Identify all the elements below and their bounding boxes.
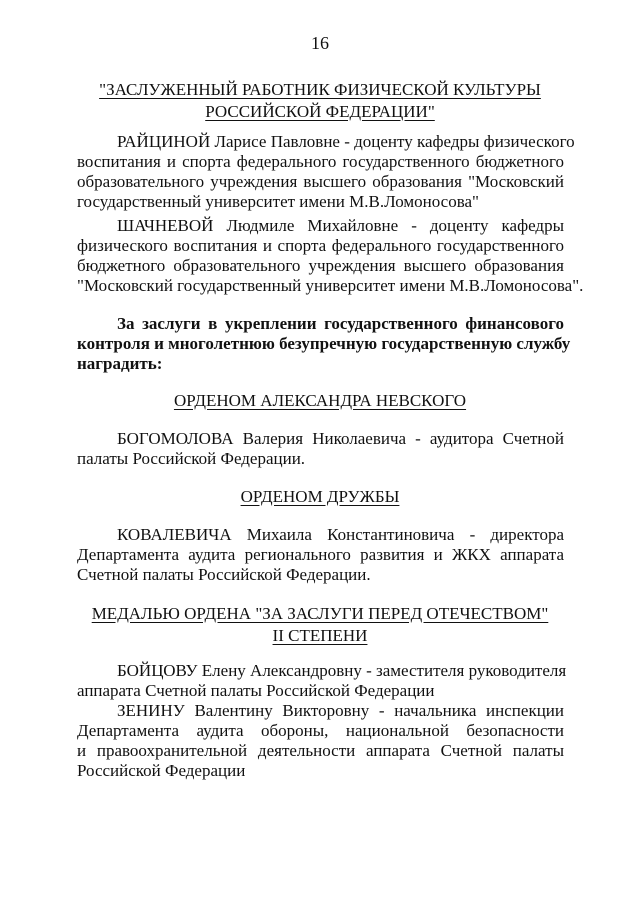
text-line: Департамента аудита регионального развития и ЖКХ аппарата [77,545,564,564]
text-line: палаты Российской Федерации. [77,449,306,468]
text-line: физического воспитания и спорта федерального государственного [77,236,564,255]
text-line: ЗЕНИНУ Валентину Викторовну - начальника инспекции [117,701,564,720]
text-line: воспитания и спорта федерального государственного бюджетного [77,152,564,171]
award-paragraph-kovalevich [77,525,564,585]
text-line: Департамента аудита обороны, национальной безопасности [77,721,564,740]
section-heading-medal-merit [60,603,580,647]
award-paragraph-zenina [77,701,564,781]
text-line: и правоохранительной деятельности аппарата Счетной палаты [77,741,564,760]
heading-line: РОССИЙСКОЙ ФЕДЕРАЦИИ" [205,102,435,121]
text-line: Российской Федерации [77,761,246,780]
section-heading-order-nevsky [60,390,580,412]
text-line: наградить: [77,354,163,373]
decree-paragraph [77,314,571,374]
heading-line: "ЗАСЛУЖЕННЫЙ РАБОТНИК ФИЗИЧЕСКОЙ КУЛЬТУРЫ [99,80,541,99]
text-line: За заслуги в укреплении государственного финансового [117,314,564,333]
award-paragraph-boitsova [77,661,567,701]
text-line: БОЙЦОВУ Елену Александровну - заместителя руководителя [117,661,567,680]
award-paragraph-raitsina [77,132,575,212]
text-line: государственный университет имени М.В.Ломоносова" [77,192,479,211]
heading-line: ОРДЕНОМ АЛЕКСАНДРА НЕВСКОГО [173,391,467,410]
text-line: образовательного учреждения высшего образования "Московский [77,172,564,191]
heading-line: МЕДАЛЬЮ ОРДЕНА "ЗА ЗАСЛУГИ ПЕРЕД ОТЕЧЕСТВОМ" [91,604,549,623]
text-line: РАЙЦИНОЙ Ларисе Павловне - доценту кафедры физического [117,132,575,151]
section-heading-order-friendship [60,486,580,508]
heading-line: II СТЕПЕНИ [272,626,368,645]
text-line: КОВАЛЕВИЧА Михаила Константиновича - директора [117,525,564,544]
text-line: "Московский государственный университет имени М.В.Ломоносова". [77,276,584,295]
text-line: бюджетного образовательного учреждения высшего образования [77,256,564,275]
text-line: аппарата Счетной палаты Российской Федерации [77,681,435,700]
text-line: Счетной палаты Российской Федерации. [77,565,371,584]
text-line: ШАЧНЕВОЙ Людмиле Михайловне - доценту кафедры [117,216,564,235]
text-line: контроля и многолетнюю безупречную государственную службу [77,334,571,353]
heading-line: ОРДЕНОМ ДРУЖБЫ [240,487,400,506]
award-paragraph-shachneva [77,216,584,296]
section-heading-honored-worker [60,79,580,123]
text-line: БОГОМОЛОВА Валерия Николаевича - аудитора Счетной [117,429,564,448]
page-number: 16 [311,33,329,53]
award-paragraph-bogomolov [77,429,564,469]
